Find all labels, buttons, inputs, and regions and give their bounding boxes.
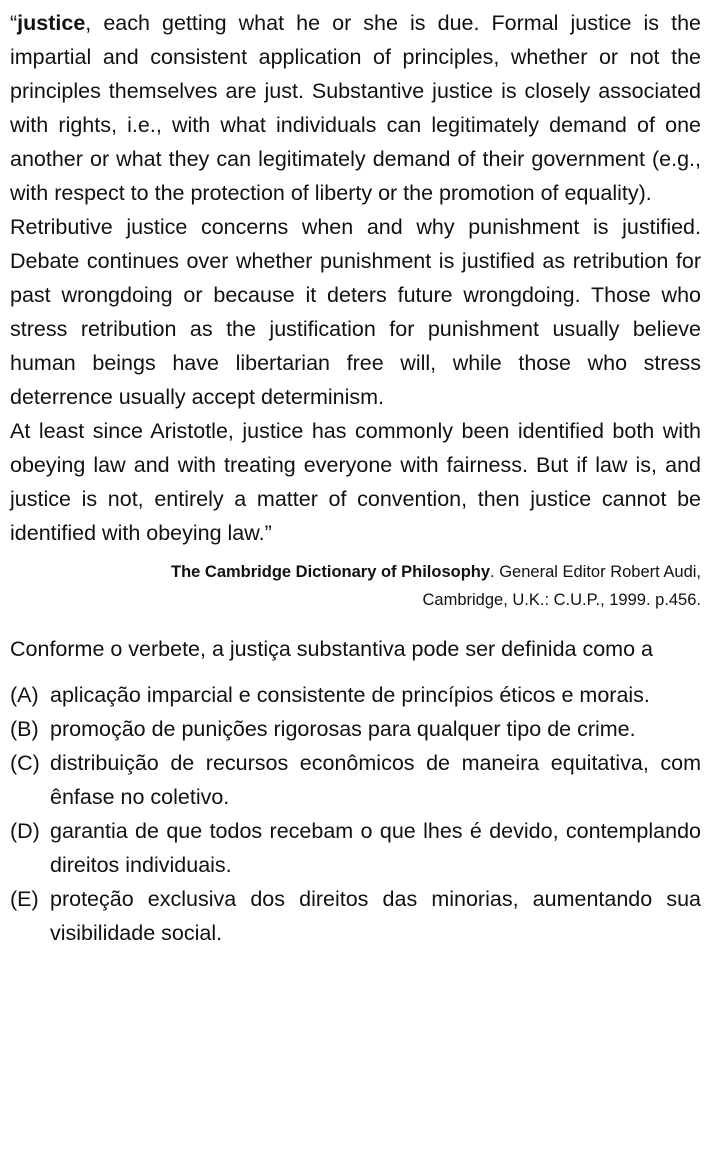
passage-paragraph-1-text: , each getting what he or she is due. Formal justice is the impartial and consistent application of principles, whether or not the principles themselves are just. Substantive justice is closely associated with rights, i.e., with what individuals can legitimately demand of one another or what they can legitimately demand of their government (e.g., with respect to the protection of liberty or the promotion of equality). xyxy=(10,11,701,205)
option-text: aplicação imparcial e consistente de princípios éticos e morais. xyxy=(50,683,650,707)
option-letter: (C) xyxy=(10,751,40,775)
answer-option-c[interactable] xyxy=(10,746,701,814)
option-text: garantia de que todos recebam o que lhes é devido, contemplando direitos individuais. xyxy=(50,819,701,877)
option-text: proteção exclusiva dos direitos das minorias, aumentando sua visibilidade social. xyxy=(50,887,701,945)
passage-paragraph-2: Retributive justice concerns when and why punishment is justified. Debate continues over whether punishment is justified as retribution for past wrongdoing or because it deters future wrongdoing. Those who stress retribution as the justification for punishment usually believe human beings have libertarian free will, while those who stress deterrence usually accept determinism. xyxy=(10,215,701,409)
open-quote: “ xyxy=(10,11,18,35)
answer-options xyxy=(10,678,701,950)
answer-option-a[interactable] xyxy=(10,678,701,712)
passage-paragraph-3: At least since Aristotle, justice has commonly been identified both with obeying law and with treating everyone with fairness. But if law is, and justice is not, entirely a matter of convention, then justice cannot be identified with obeying law.” xyxy=(10,419,701,545)
question-stem: Conforme o verbete, a justiça substantiva pode ser definida como a xyxy=(10,637,653,661)
passage xyxy=(10,6,701,550)
answer-option-e[interactable] xyxy=(10,882,701,950)
citation-line-2: Cambridge, U.K.: C.U.P., 1999. p.456. xyxy=(422,591,701,609)
option-text: promoção de punições rigorosas para qualquer tipo de crime. xyxy=(50,717,636,741)
passage-paragraph-1 xyxy=(10,6,701,210)
answer-option-d[interactable] xyxy=(10,814,701,882)
answer-option-b[interactable] xyxy=(10,712,701,746)
option-letter: (A) xyxy=(10,683,39,707)
citation-line-1-rest: . General Editor Robert Audi, xyxy=(490,563,701,581)
option-letter: (E) xyxy=(10,887,39,911)
option-letter: (B) xyxy=(10,717,39,741)
citation-line-1 xyxy=(10,558,701,586)
source-citation xyxy=(10,558,701,614)
citation-title: The Cambridge Dictionary of Philosophy xyxy=(171,563,491,581)
option-text: distribuição de recursos econômicos de maneira equitativa, com ênfase no coletivo. xyxy=(50,751,701,809)
option-letter: (D) xyxy=(10,819,40,843)
defined-term: justice xyxy=(17,11,86,35)
